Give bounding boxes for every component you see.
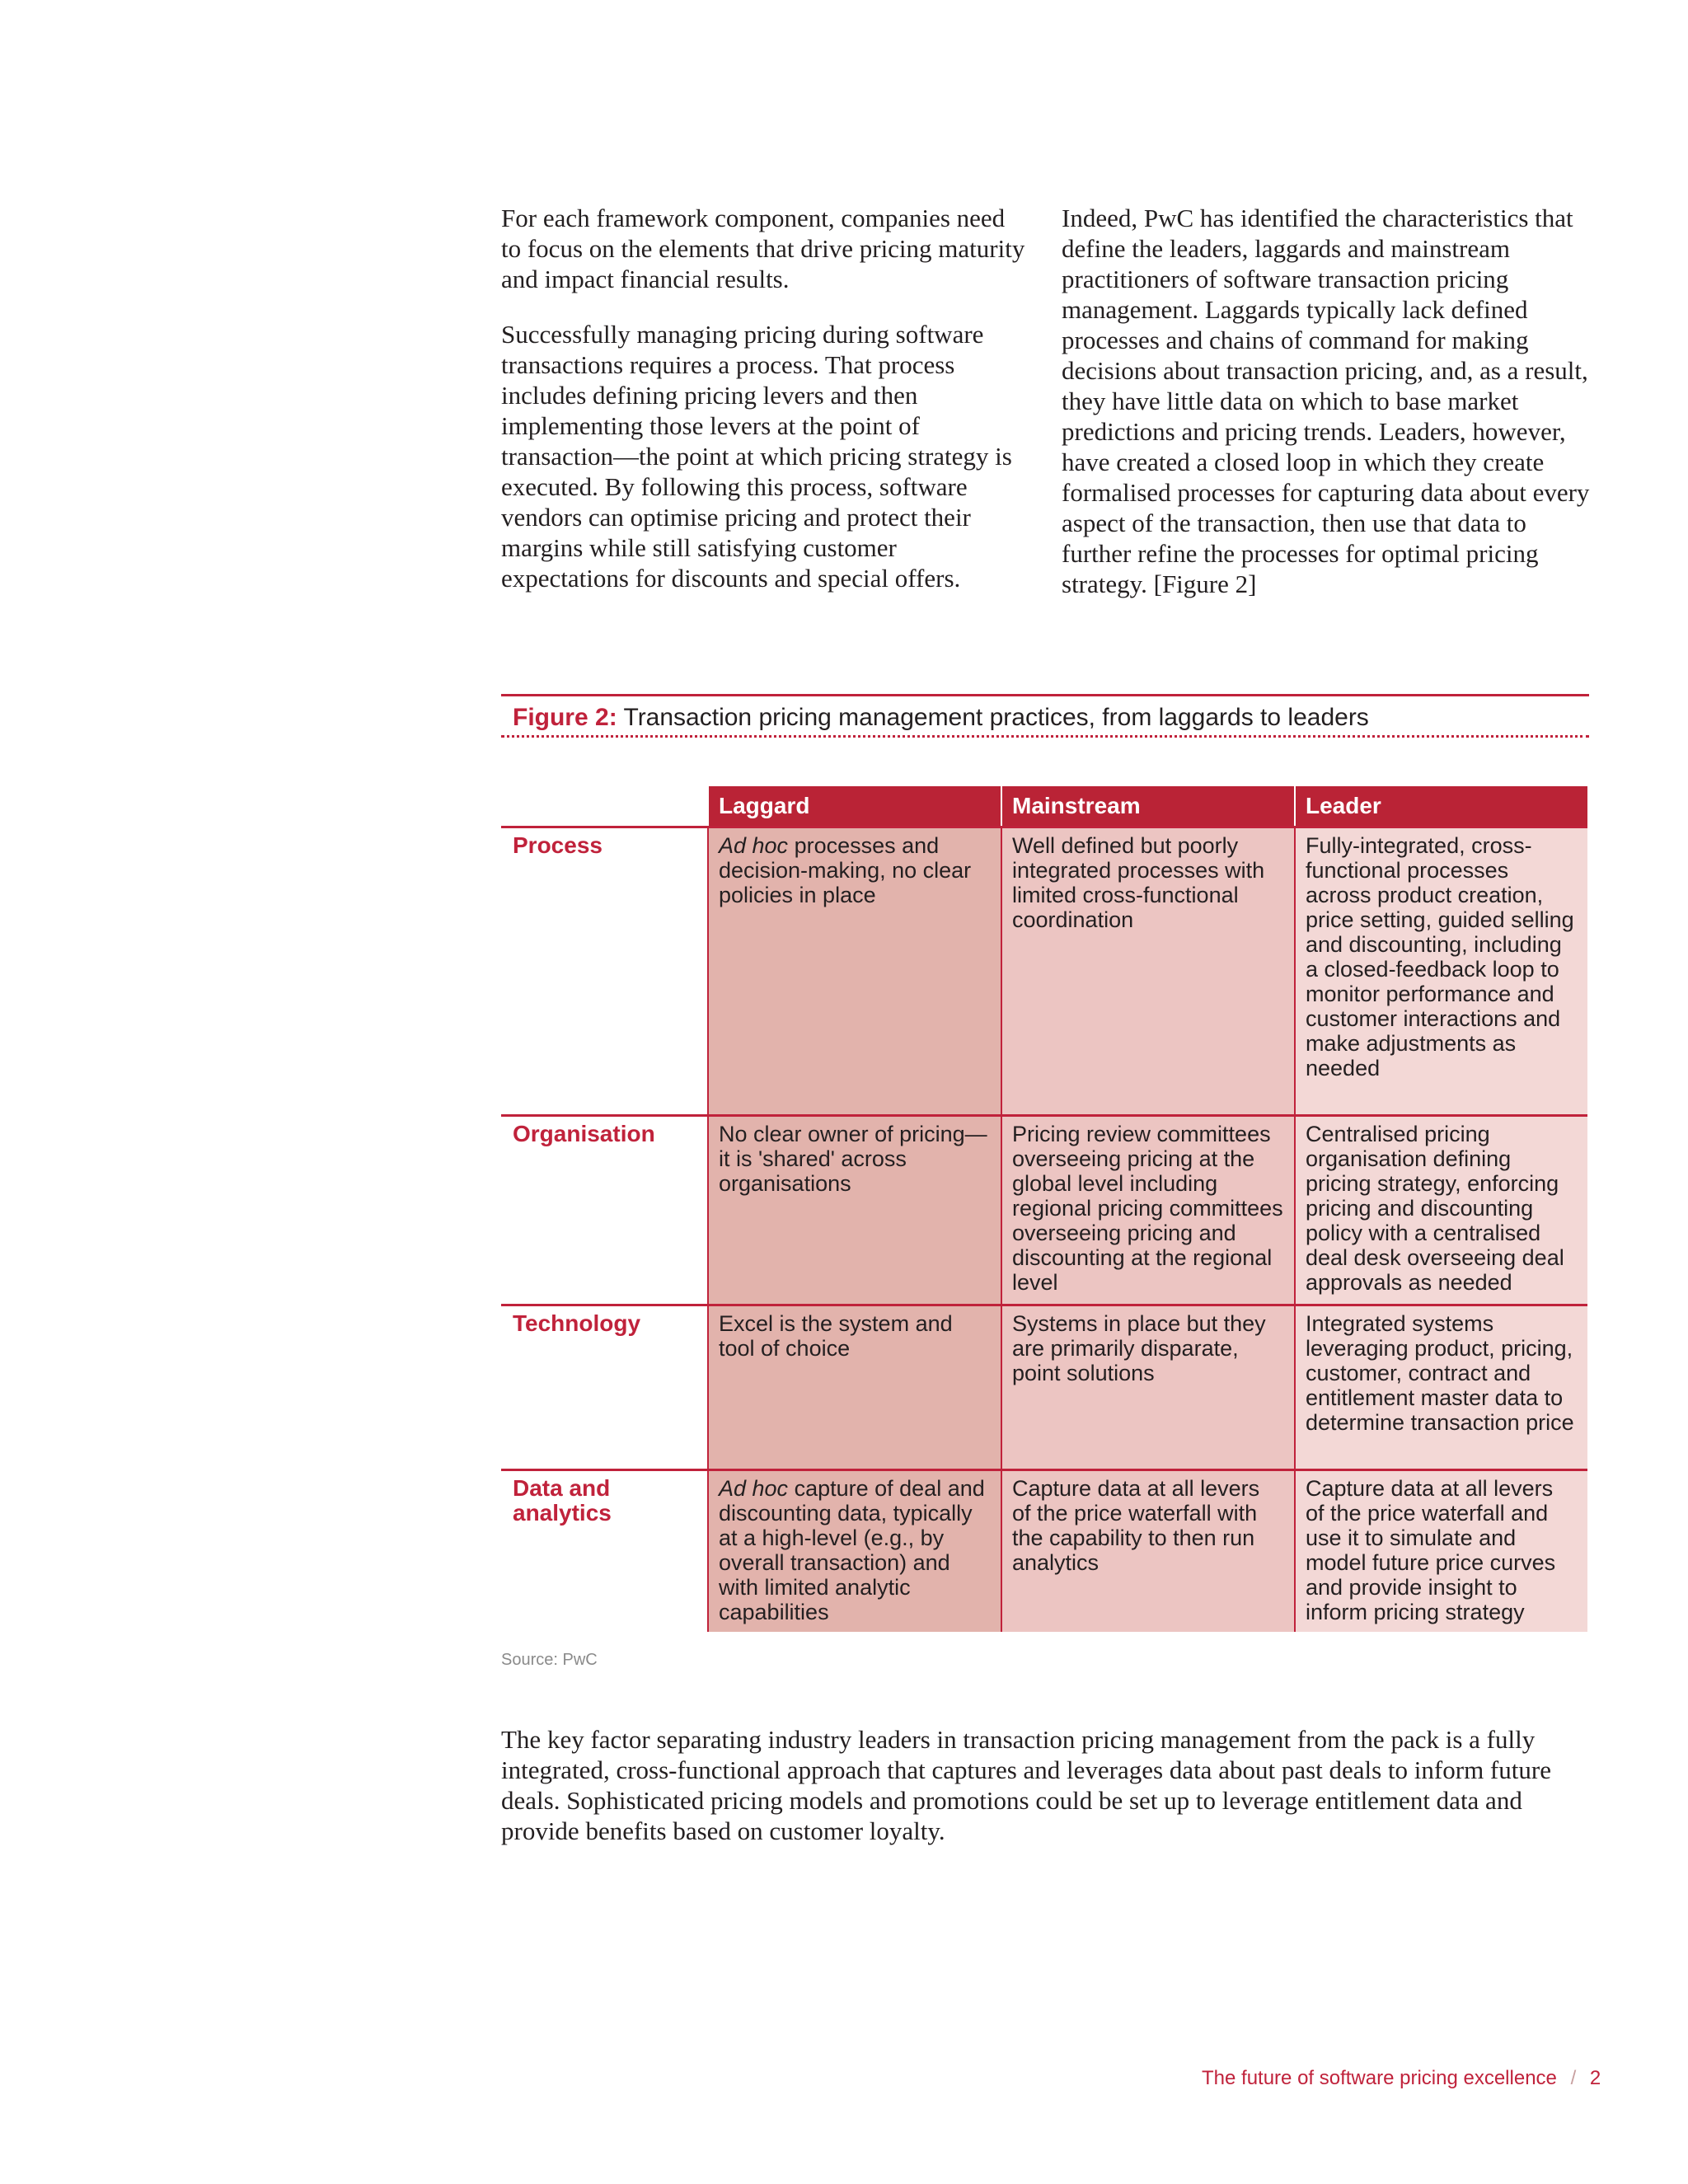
intro-left-column — [501, 203, 1029, 618]
figure-title — [513, 702, 1369, 733]
table-row — [501, 1304, 1589, 1469]
row-label-organisation: Organisation — [501, 1114, 707, 1304]
column-header-mainstream: Mainstream — [1001, 786, 1294, 826]
figure-label: Figure 2: — [513, 704, 617, 731]
figure-title-text: Transaction pricing management practices, from laggards to leaders — [623, 704, 1369, 731]
cell-laggard: Ad hoc processes and decision-making, no clear policies in place — [707, 826, 1001, 1114]
table-header-row — [501, 786, 1589, 826]
table-row — [501, 826, 1589, 1114]
cell-leader: Centralised pricing organisation defining pricing strategy, enforcing pricing and discounting policy with a centralised deal desk overseeing deal approvals as needed — [1294, 1114, 1587, 1304]
intro-paragraph: Successfully managing pricing during software transactions requires a process. That process includes defining pricing levers and then implementing those levers at the point of transaction—the point at which pricing strategy is executed. By following this process, software vendors can optimise pricing and protect their margins while still satisfying customer expectations for discounts and special offers. — [501, 320, 1012, 593]
column-header-leader: Leader — [1294, 786, 1587, 826]
cell-leader: Integrated systems leveraging product, pricing, customer, contract and entitlement master data to determine transaction price — [1294, 1304, 1587, 1469]
row-label-process: Process — [501, 826, 707, 1114]
cell-mainstream: Capture data at all levers of the price waterfall with the capability to then run analytics — [1001, 1469, 1294, 1632]
table-corner — [501, 786, 707, 826]
intro-right-column — [1062, 203, 1597, 624]
cell-leader: Fully-integrated, cross-functional processes across product creation, price setting, guided selling and discounting, including a closed-feedback loop to monitor performance and customer interactions and make adjustments as needed — [1294, 826, 1587, 1114]
cell-laggard: No clear owner of pricing—it is 'shared' across organisations — [707, 1114, 1001, 1304]
footer-title: The future of software pricing excellence — [1202, 2067, 1557, 2089]
cell-laggard: Ad hoc capture of deal and discounting data, typically at a high-level (e.g., by overall transaction) and with limited analytic capabilities — [707, 1469, 1001, 1632]
table-row — [501, 1469, 1589, 1632]
table-row — [501, 1114, 1589, 1304]
cell-laggard: Excel is the system and tool of choice — [707, 1304, 1001, 1469]
cell-mainstream: Pricing review committees overseeing pricing at the global level including regional pricing committees overseeing pricing and discounting at the regional level — [1001, 1114, 1294, 1304]
cell-mainstream: Well defined but poorly integrated processes with limited cross-functional coordination — [1001, 826, 1294, 1114]
figure-dotted-rule — [501, 735, 1589, 738]
footer-separator: / — [1570, 2067, 1577, 2089]
intro-paragraph: For each framework component, companies need to focus on the elements that drive pricing maturity and impact financial results. — [501, 204, 1025, 293]
cell-mainstream: Systems in place but they are primarily disparate, point solutions — [1001, 1304, 1294, 1469]
figure-top-rule — [501, 694, 1589, 696]
intro-paragraph: Indeed, PwC has identified the characteristics that define the leaders, laggards and mainstream practitioners of software transaction pricing management. Laggards typically lack defined processes and chains of command for making decisions about transaction pricing, and, as a result, they have little data on which to base market predictions and pricing trends. Leaders, however, have created a closed loop in which they create formalised processes for capturing data about every aspect of the transaction, then use that data to further refine the processes for optimal pricing strategy. [Figure 2] — [1062, 204, 1590, 598]
page-footer — [1202, 2067, 1601, 2090]
row-label-technology: Technology — [501, 1304, 707, 1469]
column-header-laggard: Laggard — [707, 786, 1001, 826]
row-label-data-and-analytics: Data and analytics — [501, 1469, 707, 1632]
closing-paragraph: The key factor separating industry leaders in transaction pricing management from the pack is a fully integrated, cross-functional approach that captures and leverages data about past deals to inform future deals. Sophisticated pricing models and promotions could be set up to leverage entitlement data and provide benefits based on customer loyalty. — [501, 1725, 1551, 1845]
figure-source: Source: PwC — [501, 1651, 598, 1669]
page-number: 2 — [1589, 2067, 1601, 2089]
practices-table — [501, 786, 1589, 1632]
cell-leader: Capture data at all levers of the price waterfall and use it to simulate and model future price curves and provide insight to inform pricing strategy — [1294, 1469, 1587, 1632]
